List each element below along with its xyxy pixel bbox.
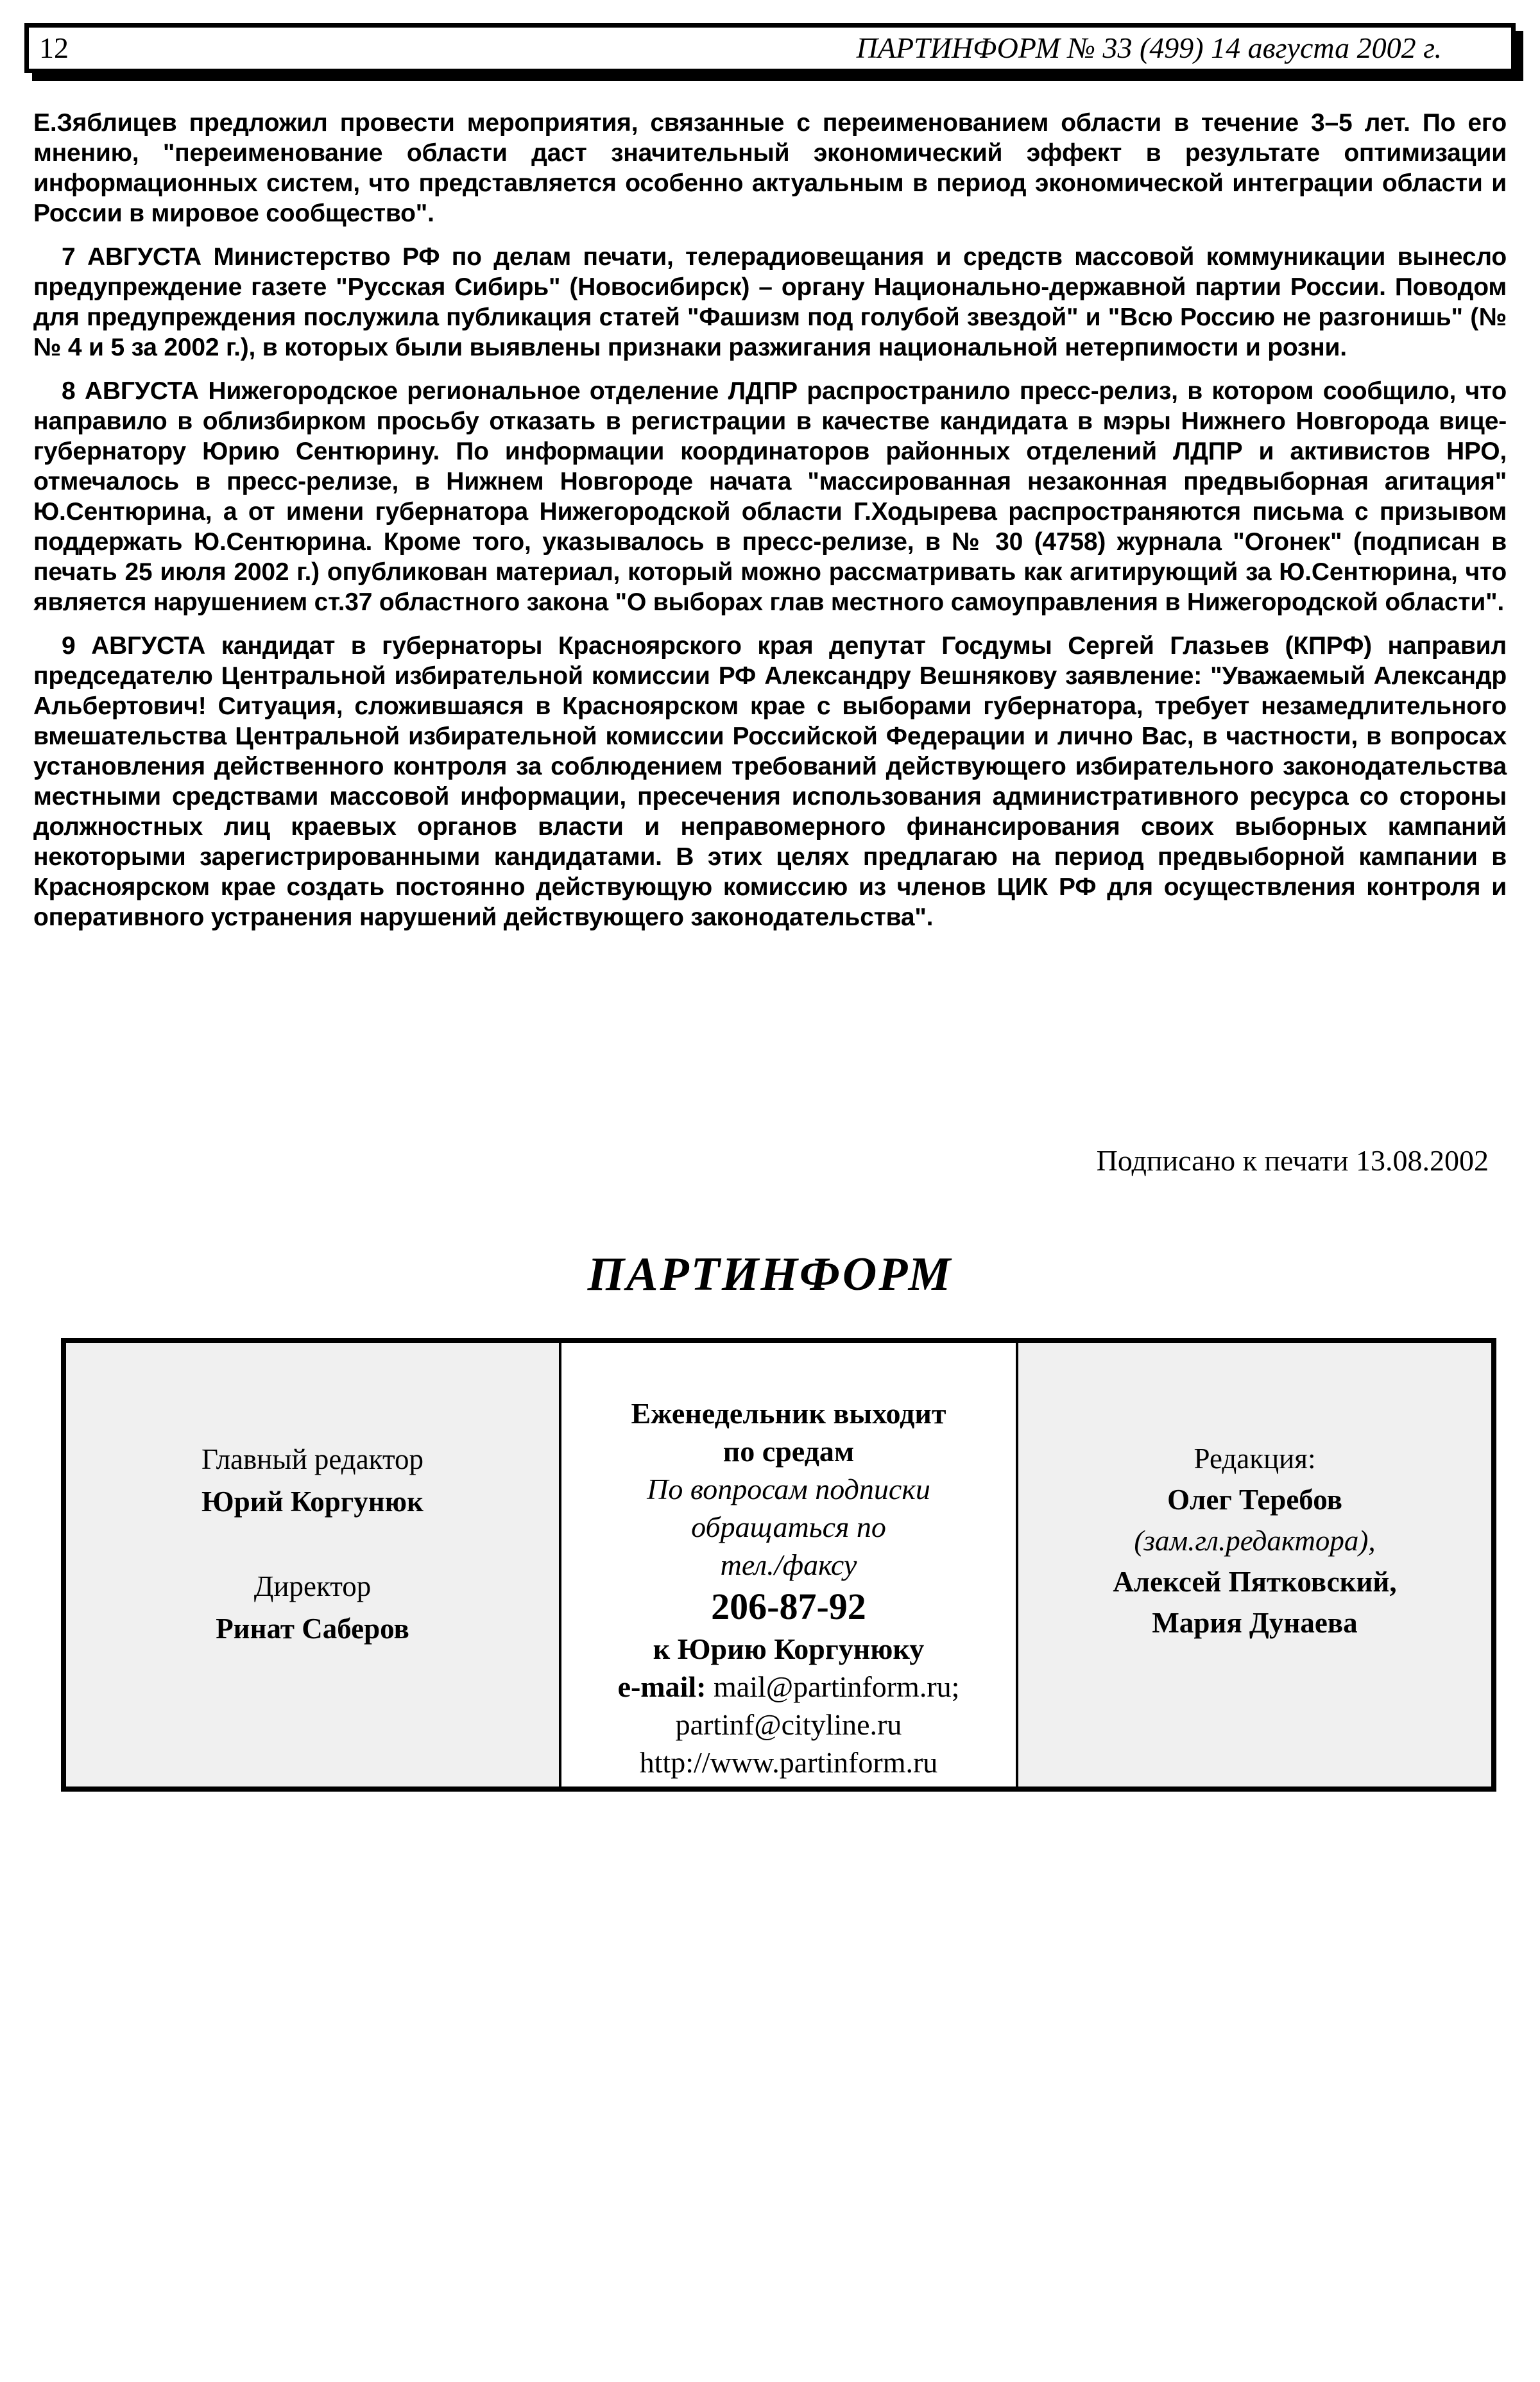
masthead-title: ПАРТИНФОРМ <box>587 1248 953 1301</box>
redaction-member-2: Алексей Пятковский, <box>1113 1566 1397 1598</box>
email-address: mail@partinform.ru; <box>714 1670 960 1703</box>
email-address-2: partinf@cityline.ru <box>675 1708 902 1741</box>
page-number: 12 <box>39 31 69 64</box>
schedule-line-2: по средам <box>723 1435 855 1468</box>
editor-name: Юрий Коргунюк <box>201 1486 424 1518</box>
redaction-member-1-role: (зам.гл.редактора), <box>1134 1525 1376 1557</box>
imprint-redaction-cell <box>1018 1343 1491 1786</box>
redaction-label: Редакция: <box>1194 1443 1316 1475</box>
article-body <box>33 108 1507 946</box>
imprint-editors-cell <box>66 1343 561 1786</box>
schedule-line-1: Еженедельник выходит <box>631 1397 946 1430</box>
page-header <box>24 23 1516 73</box>
director-role: Директор <box>253 1570 372 1602</box>
paragraph-aug-9: 9 АВГУСТА кандидат в губернаторы Красноярского края депутат Госдумы Сергей Глазьев (КПРФ) направил председателю Центральной избирательной комиссии РФ Александру Вешнякову заявление: "Уважаемый Александр Альбертович! Ситуация, сложившаяся в Красноярском крае с выборами губернатора, требует незамедлительного вмешательства Центральной избирательной комиссии Российской Федерации и лично Вас, в частности, в вопросах установления действенного контроля за соблюдением требований действующего избирательного законодательства местными средствами массовой информации, пресечения использования административного ресурса со стороны должностных лиц краевых органов власти и неправомерного финансирования своих выборных кампаний некоторыми зарегистрированными кандидатами. В этих целях предлагаю на период предвыборной кампании в Красноярском крае создать постоянно действующую комиссию из членов ЦИК РФ для осуществления контроля и оперативного устранения нарушений действующего законодательства". <box>33 632 1507 931</box>
newsletter-header-title: ПАРТИНФОРМ № 33 (499) 14 августа 2002 г. <box>856 31 1442 64</box>
email-label: e-mail: <box>617 1670 706 1703</box>
email-line <box>561 1668 1016 1706</box>
website-url: http://www.partinform.ru <box>639 1746 938 1779</box>
redaction-member-1: Олег Теребов <box>1167 1484 1342 1516</box>
paragraph-aug-7: 7 АВГУСТА Министерство РФ по делам печати, телерадиовещания и средств массовой коммуникации вынесло предупреждение газете "Русская Сибирь" (Новосибирск) – органу Национально-державной партии России. Поводом для предупреждения послужила публикация статей "Фашизм под голубой звездой" и "Всю Россию не разгонишь" (№№ 4 и 5 за 2002 г.), в которых были выявлены признаки разжигания национальной нетерпимости и розни. <box>33 243 1507 361</box>
editor-role: Главный редактор <box>201 1443 424 1475</box>
print-signoff: Подписано к печати 13.08.2002 <box>1096 1144 1489 1177</box>
imprint-table <box>61 1338 1496 1792</box>
spacer <box>66 1523 559 1565</box>
phone-number: 206-87-92 <box>711 1586 866 1627</box>
paragraph-continuation: Е.Зяблицев предложил провести мероприятия, связанные с переименованием области в течение 3–5 лет. По его мнению, "переименование области даст значительный экономический эффект в результате оптимизации информационных систем, что представляется особенно актуальным в период экономической интеграции области и России в мировое сообщество". <box>33 109 1507 227</box>
contact-person: к Юрию Коргунюку <box>653 1632 925 1665</box>
subscription-note-2: обращаться по <box>691 1511 886 1543</box>
redaction-member-3: Мария Дунаева <box>1152 1607 1358 1639</box>
imprint-subscription-cell <box>561 1343 1018 1786</box>
subscription-note-3: тел./факсу <box>720 1548 857 1581</box>
subscription-note-1: По вопросам подписки <box>647 1473 930 1505</box>
director-name: Ринат Саберов <box>216 1613 409 1645</box>
paragraph-aug-8: 8 АВГУСТА Нижегородское региональное отделение ЛДПР распространило пресс-релиз, в котором сообщило, что направило в облизбирком просьбу отказать в регистрации в качестве кандидата в мэры Нижнего Новгорода вице-губернатору Юрию Сентюрину. По информации координаторов районных отделений ЛДПР и активистов НРО, отмечалось в пресс-релизе, в Нижнем Новгороде начата "массированная незаконная предвыборная агитация" Ю.Сентюрина, а от имени губернатора Нижегородской области Г.Ходырева распространяются письма с призывом поддержать Ю.Сентюрина. Кроме того, указывалось в пресс-релизе, в № 30 (4758) журнала "Огонек" (подписан в печать 25 июля 2002 г.) опубликован материал, который можно рассматривать как агитирующий за Ю.Сентюрина, что является нарушением ст.37 областного закона "О выборах глав местного самоуправления в Нижегородской области". <box>33 377 1507 616</box>
